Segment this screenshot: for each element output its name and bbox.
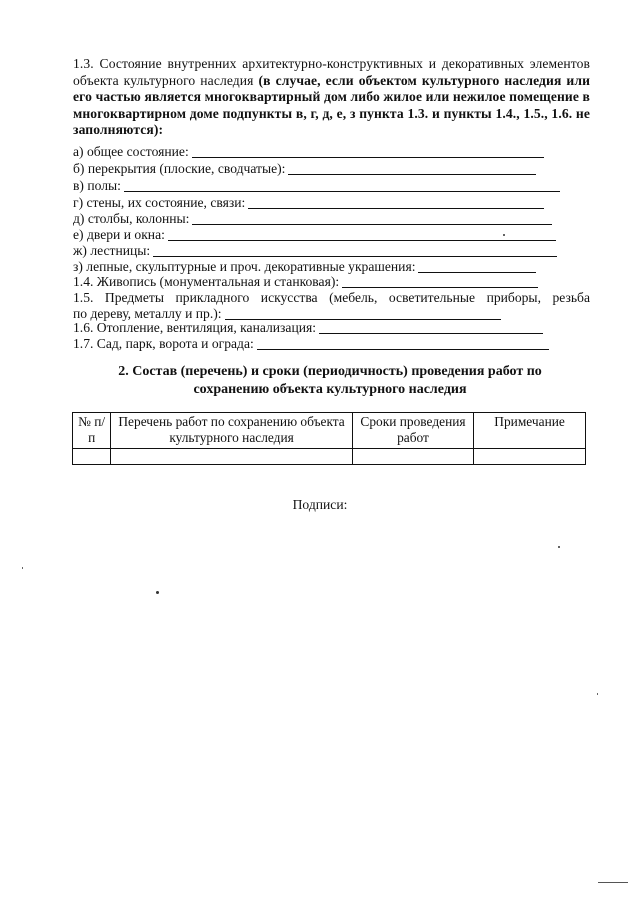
scan-speck xyxy=(503,234,505,236)
section-2-title-line1: 2. Состав (перечень) и сроки (периодичность) проведения работ по xyxy=(118,364,542,379)
header-works-list: Перечень работ по сохранению объекта культурного наследия xyxy=(111,413,353,449)
scan-speck xyxy=(22,567,23,569)
field-pillars xyxy=(73,211,590,227)
cell-deadlines[interactable] xyxy=(352,449,473,465)
blank-applied-art[interactable] xyxy=(225,307,501,320)
blank-garden[interactable] xyxy=(257,337,549,350)
label-decorations: з) лепные, скульптурные и проч. декоративные украшения: xyxy=(73,259,416,274)
intro-bold-note: (в случае, если объектом культурного наследия или его частью является многоквартирный дом либо жилое или нежилое помещение в многоквартирном доме подпункты в, г, д, е, з пункта 1.3. и пункты 1.4., 1.5., 1.6. не заполняются): xyxy=(73,72,591,137)
blank-decorations[interactable] xyxy=(418,260,536,273)
blank-general-condition[interactable] xyxy=(192,145,544,158)
header-deadlines: Сроки проведения работ xyxy=(352,413,473,449)
blank-painting[interactable] xyxy=(342,275,538,288)
label-floors: в) полы: xyxy=(73,178,121,193)
field-doors-windows xyxy=(73,227,590,243)
field-painting xyxy=(73,274,590,290)
cell-works-list[interactable] xyxy=(111,449,353,465)
scan-speck xyxy=(156,591,159,594)
field-stairs xyxy=(73,243,590,259)
scan-speck xyxy=(558,546,560,548)
field-general-condition xyxy=(73,144,590,160)
cell-notes[interactable] xyxy=(474,449,586,465)
label-ceilings: б) перекрытия (плоские, сводчатые): xyxy=(73,161,286,176)
label-stairs: ж) лестницы: xyxy=(73,243,151,258)
field-floors xyxy=(73,178,590,194)
works-table xyxy=(72,412,586,465)
section-1-3-intro xyxy=(73,56,590,139)
blank-ceilings[interactable] xyxy=(288,162,536,175)
label-painting: 1.4. Живопись (монументальная и станковая): xyxy=(73,274,340,289)
intro-plain-text: 1.3. Состояние внутренних архитектурно-конструктивных и декоративных элементов объекта культурного наследия xyxy=(73,56,590,88)
blank-floors[interactable] xyxy=(124,179,560,192)
section-2-title xyxy=(60,363,600,399)
field-ceilings xyxy=(73,161,590,177)
signatures-label: Подписи: xyxy=(292,497,348,512)
blank-heating[interactable] xyxy=(319,321,543,334)
label-general-condition: а) общее состояние: xyxy=(73,144,189,159)
scan-edge-line xyxy=(598,882,628,883)
label-garden: 1.7. Сад, парк, ворота и ограда: xyxy=(73,336,254,351)
header-notes: Примечание xyxy=(474,413,586,449)
cell-number[interactable] xyxy=(73,449,111,465)
blank-walls[interactable] xyxy=(248,196,544,209)
label-walls: г) стены, их состояние, связи: xyxy=(73,195,246,210)
blank-stairs[interactable] xyxy=(153,244,557,257)
scan-speck xyxy=(597,693,598,695)
works-table-header-row xyxy=(73,413,586,449)
label-pillars: д) столбы, колонны: xyxy=(73,211,190,226)
header-number: № п/п xyxy=(73,413,111,449)
section-2-title-line2: сохранению объекта культурного наследия xyxy=(193,382,467,397)
field-heating xyxy=(73,320,590,336)
field-garden xyxy=(73,336,590,352)
field-decorations xyxy=(73,259,590,275)
field-walls xyxy=(73,195,590,211)
field-applied-art xyxy=(73,290,590,323)
blank-pillars[interactable] xyxy=(192,212,552,225)
label-heating: 1.6. Отопление, вентиляция, канализация: xyxy=(73,320,317,335)
label-applied-art-line2: по дереву, металлу и пр.): xyxy=(73,306,222,321)
label-doors-windows: е) двери и окна: xyxy=(73,227,165,242)
blank-doors-windows[interactable] xyxy=(168,228,556,241)
label-applied-art-line1: 1.5. Предметы прикладного искусства (мебель, осветительные приборы, резьба xyxy=(73,290,590,305)
table-row xyxy=(73,449,586,465)
